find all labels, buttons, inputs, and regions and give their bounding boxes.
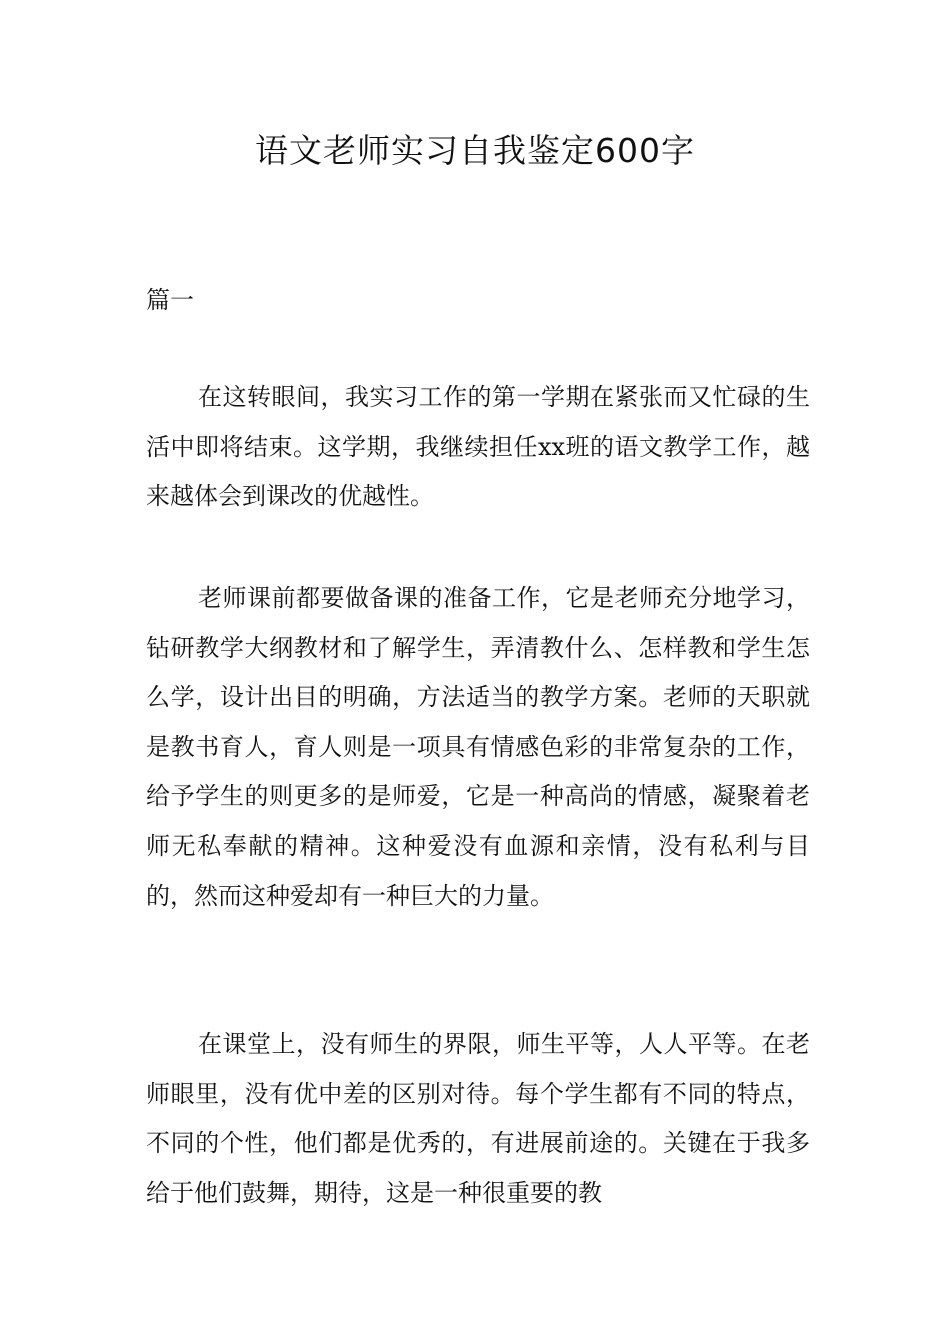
document-title: 语文老师实习自我鉴定600字 bbox=[255, 131, 695, 170]
section-label: 篇一 bbox=[146, 286, 194, 314]
paragraph-1: 在这转眼间，我实习工作的第一学期在紧张而又忙碌的生活中即将结束。这学期，我继续担任xx班的语文教学工作，越来越体会到课改的优越性。 bbox=[146, 383, 810, 511]
paragraph-2: 老师课前都要做备课的准备工作，它是老师充分地学习，钻研教学大纲教材和了解学生，弄清教什么、怎样教和学生怎么学，设计出目的明确，方法适当的教学方案。老师的天职就是教书育人，育人则是一项具有情感色彩的非常复杂的工作，给予学生的则更多的是师爱，它是一种高尚的情感，凝聚着老师无私奉献的精神。这种爱没有血源和亲情，没有私利与目的，然而这种爱却有一种巨大的力量。 bbox=[146, 584, 810, 910]
paragraph-3: 在课堂上，没有师生的界限，师生平等，人人平等。在老师眼里，没有优中差的区别对待。每个学生都有不同的特点，不同的个性，他们都是优秀的，有进展前途的。关键在于我多给于他们鼓舞，期待，这是一种很重要的教 bbox=[146, 1030, 810, 1207]
